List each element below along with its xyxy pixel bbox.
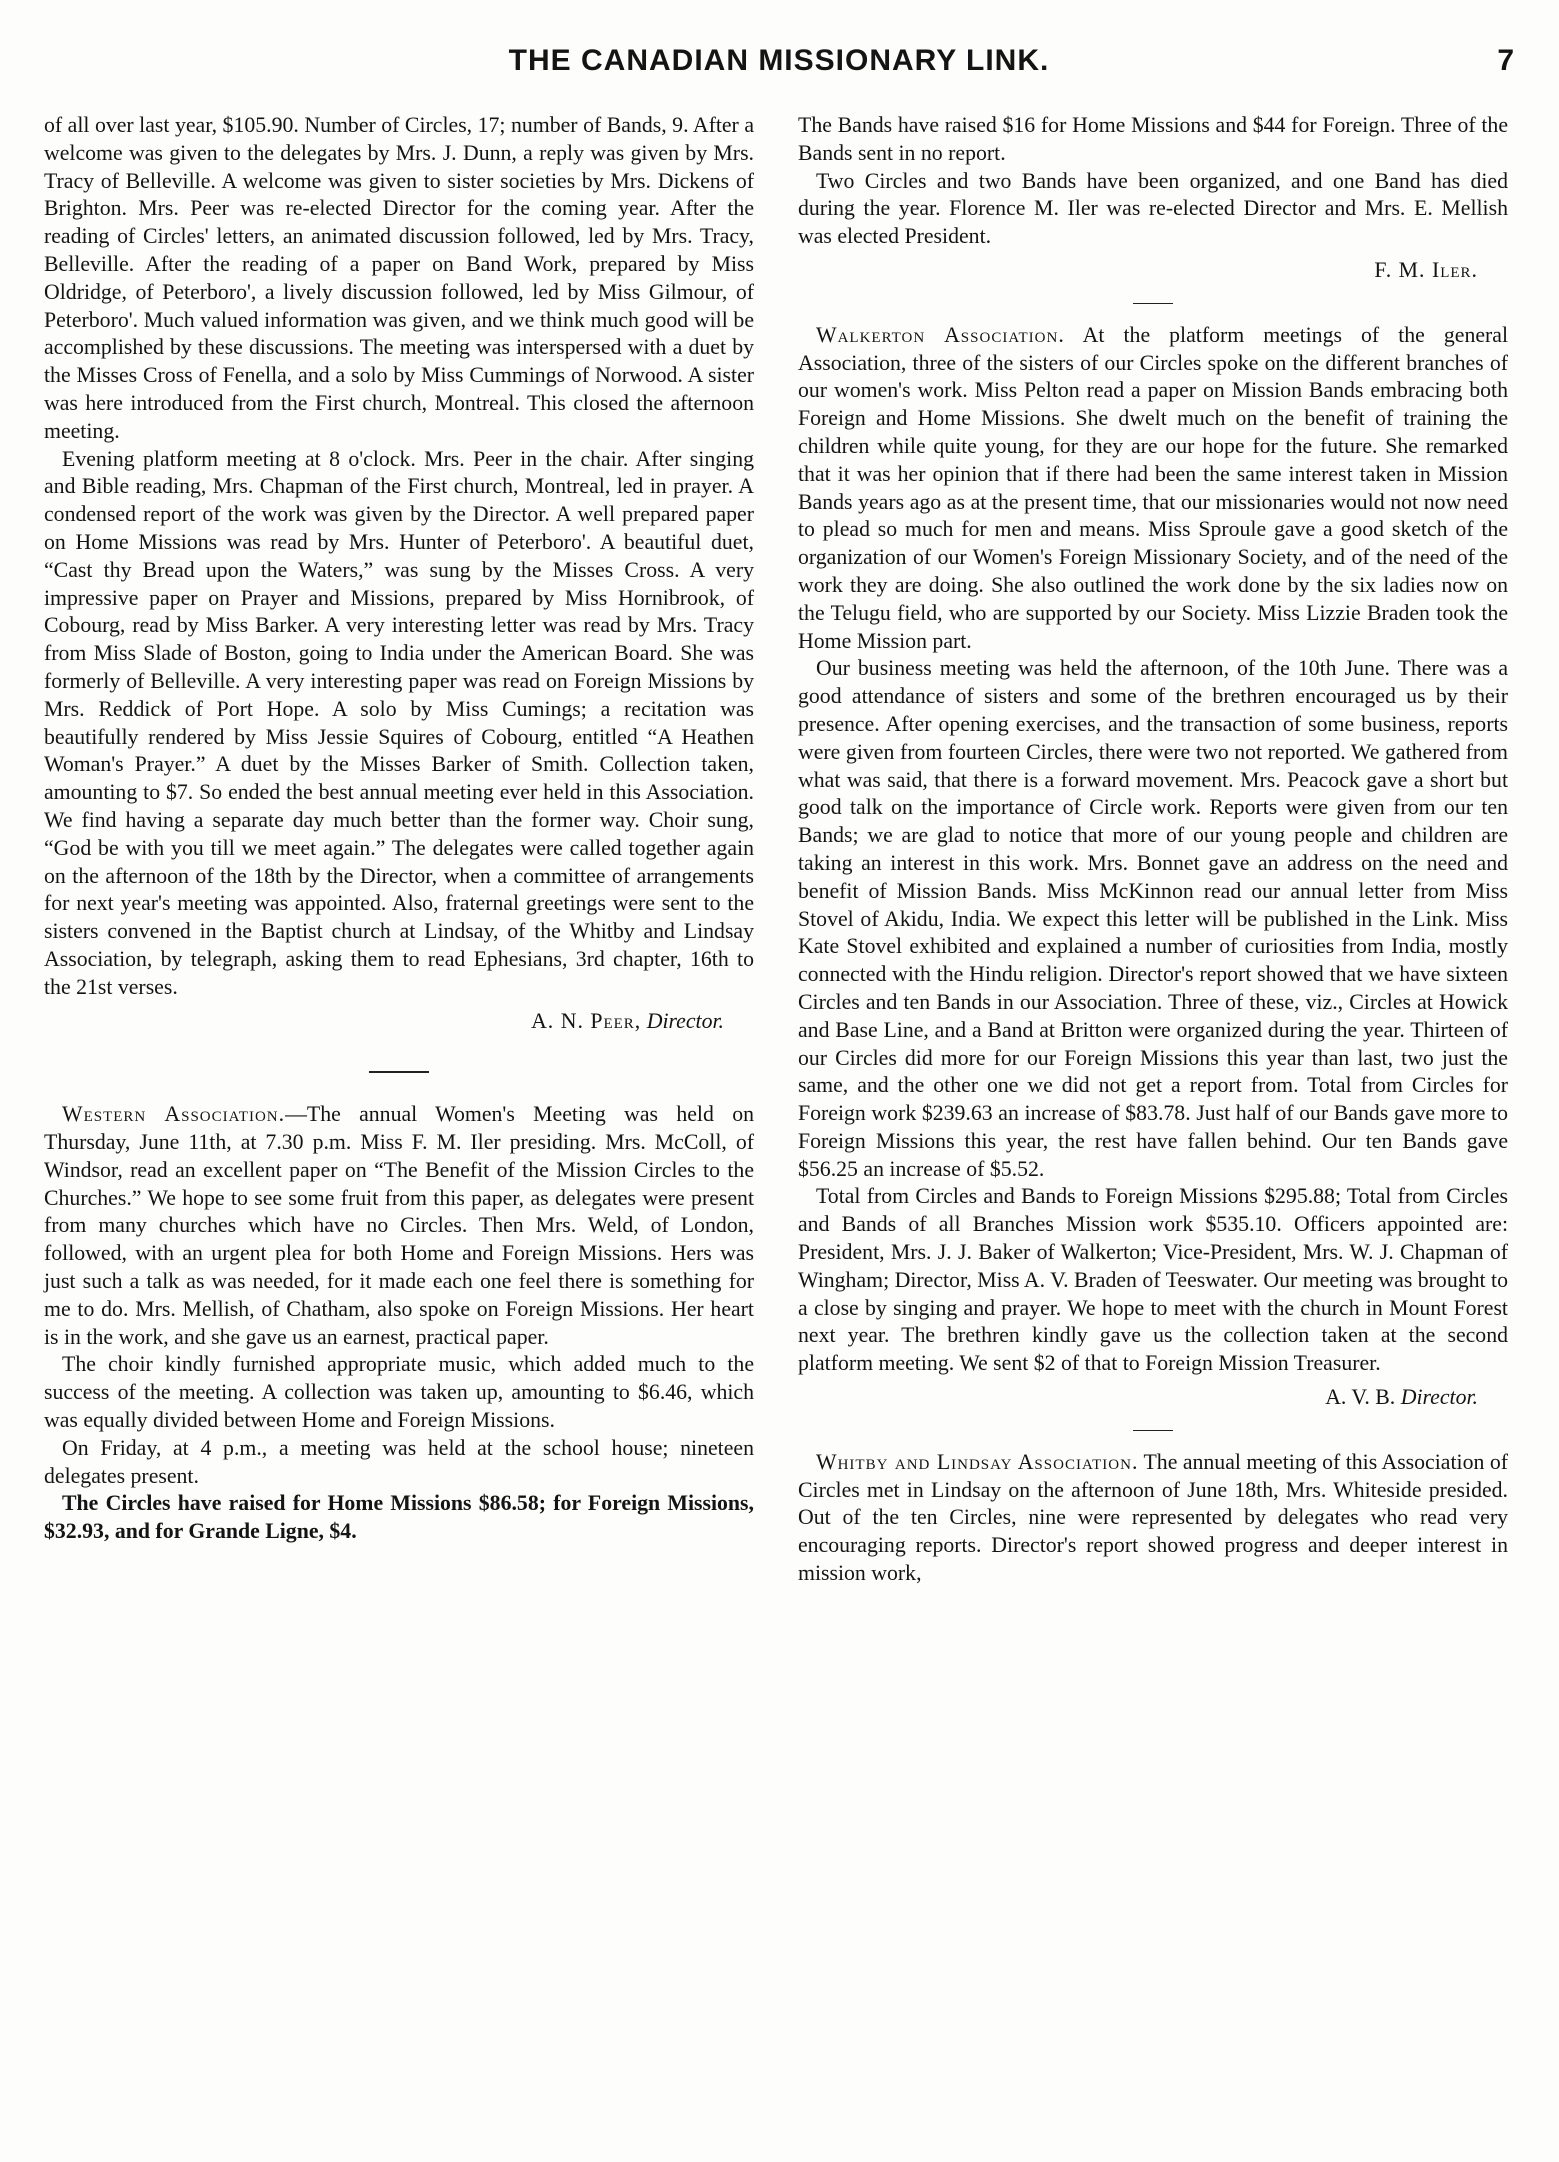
paragraph: The Circles have raised for Home Missions $86.58; for Foreign Missions, $32.93, and for Grande Ligne, $4.: [44, 1491, 754, 1544]
paragraph-text: The annual meeting of this Association of Circles met in Lindsay on the afternoon of June 18th, Mrs. Whiteside presided. Out of the ten Circles, nine were represented by delegates who read very encouraging reports. Director's report showed progress and deeper interest in mission work,: [798, 1449, 1508, 1586]
signature-title: Director.: [646, 1008, 724, 1033]
signature-name: A. V. B.: [1325, 1385, 1396, 1410]
page-number: 7: [1497, 44, 1514, 77]
paragraph: Two Circles and two Bands have been organized, and one Band has died during the year. Florence M. Iler was re-elected Director and Mrs. E. Mellish was elected President.: [798, 168, 1508, 249]
paragraph: The choir kindly furnished appropriate music, which added much to the success of the meeting. A collection was taken up, amounting to $6.46, which was equally divided between Home and Foreign Missions.: [44, 1352, 754, 1433]
paragraph: On Friday, at 4 p.m., a meeting was held at the school house; nineteen delegates present.: [44, 1435, 754, 1488]
publication-title: THE CANADIAN MISSIONARY LINK.: [508, 44, 1050, 77]
signature: [44, 1008, 754, 1036]
paragraph-text: —The annual Women's Meeting was held on Thursday, June 11th, at 7.30 p.m. Miss F. M. Iler presiding. Mrs. McColl, of Windsor, read an excellent paper on “The Benefit of the Mission Circles to the Churches.” We hope to see some fruit from this paper, as delegates were present from many churches which have no Circles. Then Mrs. Weld, of London, followed, with an urgent plea for both Home and Foreign Missions. Hers was just such a talk as was needed, for it made each one feel there is something for me to do. Mrs. Mellish, of Chatham, also spoke on Foreign Missions. Her heart is in the work, and she gave us an earnest, practical paper.: [44, 1102, 755, 1349]
signature: F. M. Iler.: [1374, 257, 1478, 282]
section-divider: [1133, 303, 1173, 304]
section-heading: Western Association.: [62, 1102, 286, 1127]
paragraph: Our business meeting was held the afternoon, of the 10th June. There was a good attendance of sisters and some of the brethren encouraged us by their presence. After opening exercises, and the transaction of some business, reports were given from fourteen Circles, there were two not reported. We gathered from what was said, that there is a forward movement. Mrs. Peacock gave a short but good talk on the importance of Circle work. Reports were given from our ten Bands; we are glad to notice that more of our young people and children are taking an interest in this work. Mrs. Bonnet gave an address on the need and benefit of Mission Bands. Miss McKinnon read our annual letter from Miss Stovel of Akidu, India. We expect this letter will be published in the Link. Miss Kate Stovel exhibited and explained a number of curiosities from India, mostly connected with the Hindu religion. Director's report showed that we have sixteen Circles and ten Bands in our Association. Three of these, viz., Circles at Howick and Base Line, and a Band at Britton were organized during the year. Thirteen of our Circles did more for our Foreign Missions this year than last, two just the same, and the other one we did not get a report from. Total from Circles for Foreign work $239.63 an increase of $83.78. Just half of our Bands gave more to Foreign Missions this year, the rest have fallen behind. Our ten Bands gave $56.25 an increase of $5.52.: [798, 656, 1508, 1181]
paragraph: of all over last year, $105.90. Number of Circles, 17; number of Bands, 9. After a welcome was given to the delegates by Mrs. J. Dunn, a reply was given by Mrs. Tracy of Belleville. A welcome was given to sister societies by Mrs. Dickens of Brighton. Mrs. Peer was re-elected Director for the coming year. After the reading of Circles' letters, an animated discussion followed, led by Mrs. Tracy, Belleville. After the reading of a paper on Band Work, prepared by Miss Oldridge, of Peterboro', a lively discussion followed, led by Miss Gilmour, of Peterboro'. Much valued information was given, and we think much good will be accomplished by these discussions. The meeting was interspersed with a duet by the Misses Cross of Fenella, and a solo by Miss Cummings of Norwood. A sister was here introduced from the First church, Montreal. This closed the afternoon meeting.: [44, 113, 754, 443]
page-header: [44, 44, 1514, 94]
signature: [798, 1384, 1508, 1412]
signature-title: Director.: [1400, 1385, 1478, 1410]
paragraph: [44, 1101, 754, 1351]
right-column: [798, 112, 1508, 2142]
section-heading: Walkerton Association.: [816, 322, 1065, 347]
paragraph: [798, 322, 1508, 656]
section-heading: Whitby and Lindsay Association.: [816, 1449, 1139, 1474]
left-column: [44, 112, 754, 2142]
paragraph-text: At the platform meetings of the general Association, three of the sisters of our Circles spoke on the different branches of our women's work. Miss Pelton read a paper on Mission Bands embracing both Foreign and Home Missions. She dwelt much on the benefit of training the children while quite young, for they are our hope for the future. She remarked that it was her opinion that if there had been the same interest taken in Mission Bands years ago as at the present time, that our missionaries would not now need to plead so much for men and means. Miss Sproule gave a good sketch of the organization of our Women's Foreign Missionary Society, and of the need of the work they are doing. She also outlined the work done by the six ladies now on the Telugu field, who are supported by our Society. Miss Lizzie Braden took the Home Mission part.: [798, 322, 1509, 653]
section-divider: [1133, 1430, 1173, 1431]
signature-name: A. N. Peer,: [531, 1008, 642, 1033]
paragraph: The Bands have raised $16 for Home Missions and $44 for Foreign. Three of the Bands sent in no report.: [798, 113, 1508, 165]
section-divider: [369, 1071, 429, 1073]
paragraph: Total from Circles and Bands to Foreign Missions $295.88; Total from Circles and Bands of all Branches Mission work $535.10. Officers appointed are: President, Mrs. J. J. Baker of Walkerton; Vice-President, Mrs. W. J. Chapman of Wingham; Director, Miss A. V. Braden of Teeswater. Our meeting was brought to a close by singing and prayer. We hope to meet with the church in Mount Forest next year. The brethren kindly gave us the collection taken at the second platform meeting. We sent $2 of that to Foreign Mission Treasurer.: [798, 1184, 1508, 1376]
paragraph: Evening platform meeting at 8 o'clock. Mrs. Peer in the chair. After singing and Bible reading, Mrs. Chapman of the First church, Montreal, led in prayer. A condensed report of the work was given by the Director. A well prepared paper on Home Missions was read by Mrs. Hunter of Peterboro'. A beautiful duet, “Cast thy Bread upon the Waters,” was sung by the Misses Cross. A very impressive paper on Prayer and Missions, prepared by Miss Hornibrook, of Cobourg, read by Miss Barker. A very interesting letter was read by Mrs. Tracy from Miss Slade of Boston, going to India under the American Board. She was formerly of Belleville. A very interesting paper was read on Foreign Missions by Mrs. Reddick of Port Hope. A solo by Miss Cumings; a recitation was beautifully rendered by Miss Jessie Squires of Cobourg, entitled “A Heathen Woman's Prayer.” A duet by the Misses Barker of Smith. Collection taken, amounting to $7. So ended the best annual meeting ever held in this Association. We find having a separate day much better than the former way. Choir sung, “God be with you till we meet again.” The delegates were called together again on the afternoon of the 18th by the Director, when a committee of arrangements for next year's meeting was appointed. Also, fraternal greetings were sent to the sisters convened in the Baptist church at Lindsay, of the Whitby and Lindsay Association, by telegraph, asking them to read Ephesians, 3rd chapter, 16th to the 21st verses.: [44, 446, 754, 999]
paragraph: [798, 1449, 1508, 1588]
